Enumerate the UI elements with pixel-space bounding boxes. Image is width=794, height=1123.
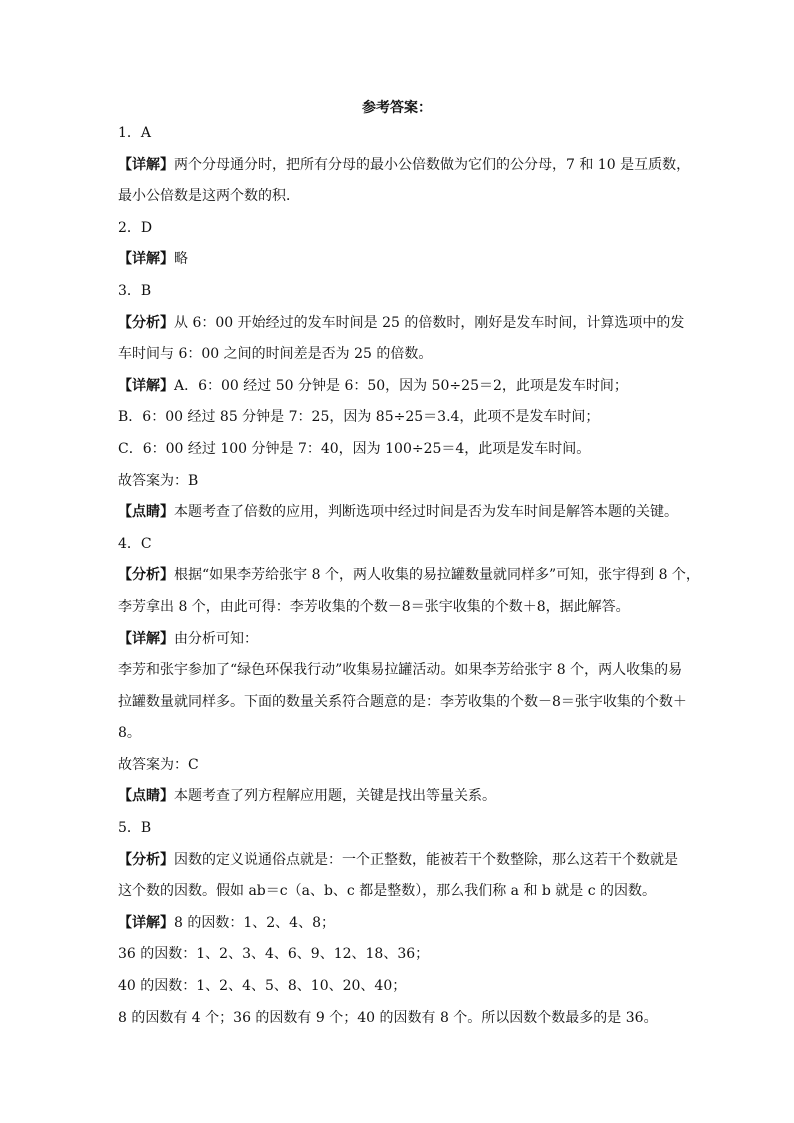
line-text: 最小公倍数是这两个数的积． <box>118 188 300 205</box>
line-text: 两个分母通分时，把所有分母的最小公倍数做为它们的公分母，7 和 10 是互质数， <box>174 156 691 173</box>
line-text: 40 的因数：1、2、4、5、8、10、20、40； <box>118 978 407 995</box>
line-text: 李芳拿出 8 个，由此可得：李芳收集的个数－8＝张宇收集的个数＋8，据此解答。 <box>118 598 630 615</box>
text-line <box>118 123 684 143</box>
text-line <box>118 534 684 554</box>
text-line <box>118 976 684 996</box>
line-text: C．6：00 经过 100 分钟是 7：40，因为 100÷25＝4，此项是发车时间。 <box>118 440 591 457</box>
line-text: A．6：00 经过 50 分钟是 6：50，因为 50÷25＝2，此项是发车时间； <box>174 377 628 394</box>
line-tag: 【详解】 <box>118 251 174 268</box>
text-line <box>118 818 684 838</box>
line-text: 5．B <box>118 820 152 837</box>
text-line <box>118 692 687 712</box>
line-tag: 【详解】 <box>118 630 174 647</box>
answer-content <box>118 123 700 1039</box>
text-line <box>118 249 684 269</box>
line-tag: 【分析】 <box>118 851 174 868</box>
line-tag: 【分析】 <box>118 314 174 331</box>
line-text: 根据“如果李芳给张宇 8 个，两人收集的易拉罐数量就同样多”可知，张宇得到 8 个， <box>174 567 700 584</box>
line-text: 8 的因数有 4 个；36 的因数有 9 个；40 的因数有 8 个。所以因数个数最多的是 36。 <box>118 1009 658 1026</box>
line-text: 从 6：00 开始经过的发车时间是 25 的倍数时，刚好是发车时间，计算选项中的发 <box>174 314 685 331</box>
line-text: 本题考查了列方程解应用题，关键是找出等量关系。 <box>174 788 496 805</box>
line-text: 1．A <box>118 125 152 141</box>
line-tag: 【分析】 <box>118 567 174 584</box>
line-text: 2．D <box>118 219 153 236</box>
text-line <box>118 471 684 491</box>
text-line <box>118 723 684 743</box>
line-tag: 【点睛】 <box>118 788 174 805</box>
text-line <box>118 913 684 933</box>
line-text: 因数的定义说通俗点就是：一个正整数，能被若干个数整除，那么这若干个数就是 <box>174 851 678 868</box>
line-text: 李芳和张宇参加了“绿色环保我行动”收集易拉罐活动。如果李芳给张宇 8 个，两人收集的易 <box>118 662 683 679</box>
text-line <box>118 850 684 870</box>
line-text: 车时间与 6：00 之间的时间差是否为 25 的倍数。 <box>118 346 433 363</box>
text-line <box>118 1008 684 1028</box>
text-line <box>118 281 684 301</box>
text-line <box>118 629 684 649</box>
line-text: 由分析可知： <box>174 630 258 647</box>
line-text: 故答案为：B <box>118 472 199 489</box>
line-tag: 【详解】 <box>118 914 174 931</box>
text-line <box>118 186 684 206</box>
text-line <box>118 565 700 585</box>
line-text: 本题考查了倍数的应用，判断选项中经过时间是否为发车时间是解答本题的关键。 <box>174 504 678 521</box>
text-line <box>118 439 684 459</box>
line-tag: 【详解】 <box>118 156 174 173</box>
line-text: 拉罐数量就同样多。下面的数量关系符合题意的是：李芳收集的个数－8＝张宇收集的个数＋ <box>118 693 687 710</box>
line-text: B．6：00 经过 85 分钟是 7：25，因为 85÷25＝3.4，此项不是发车时间； <box>118 409 600 426</box>
line-text: 故答案为：C <box>118 756 199 773</box>
text-line <box>118 660 684 680</box>
line-text: 略 <box>174 251 188 268</box>
text-line <box>118 786 684 806</box>
text-line <box>118 407 684 427</box>
text-line <box>118 597 684 617</box>
page-title: 参考答案： <box>362 100 432 116</box>
text-line <box>118 376 684 396</box>
text-line <box>118 218 684 238</box>
text-line <box>118 755 684 775</box>
text-line <box>118 155 691 175</box>
text-line <box>118 881 684 901</box>
text-line <box>118 313 684 333</box>
text-line <box>118 344 684 364</box>
text-line <box>118 944 684 964</box>
line-text: 这个数的因数。假如 ab＝c（a、b、c 都是整数），那么我们称 a 和 b 就是 c 的因数。 <box>118 883 657 900</box>
line-tag: 【详解】 <box>118 377 174 394</box>
line-text: 36 的因数：1、2、3、4、6、9、12、18、36； <box>118 946 430 963</box>
line-text: 3．B <box>118 282 152 299</box>
text-line <box>118 502 684 522</box>
line-tag: 【点睛】 <box>118 504 174 521</box>
line-text: 8。 <box>118 725 141 742</box>
line-text: 4．C <box>118 535 152 552</box>
line-text: 8 的因数：1、2、4、8； <box>174 914 335 931</box>
